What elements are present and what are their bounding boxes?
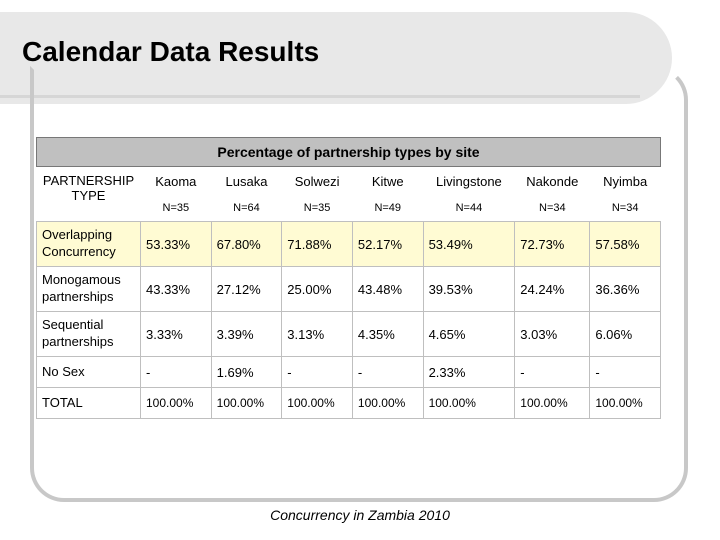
table-cell: 100.00% [211,388,282,419]
table-cell: 36.36% [590,267,661,312]
site-header: Lusaka [225,173,268,189]
table-cell: 57.58% [590,222,661,267]
sample-size: N=64 [233,202,260,214]
row-label: No Sex [37,357,141,388]
table-cell: - [590,357,661,388]
table-cell: 100.00% [352,388,423,419]
table-cell: 3.39% [211,312,282,357]
table-cell: 67.80% [211,222,282,267]
table-cell: 100.00% [141,388,212,419]
table-cell: 1.69% [211,357,282,388]
table-cell: 24.24% [515,267,590,312]
sample-size: N=35 [303,202,331,214]
site-header: Livingstone [436,173,502,189]
table-cell: 4.65% [423,312,515,357]
table-cell: 39.53% [423,267,515,312]
table-cell: 43.48% [352,267,423,312]
table-cell: 6.06% [590,312,661,357]
table-row [37,388,661,419]
site-header: Kitwe [371,173,404,189]
table-cell: 100.00% [590,388,661,419]
row-label: TOTAL [37,388,141,419]
site-header: Kaoma [155,173,197,189]
site-header: Solwezi [294,173,340,189]
table-row [37,312,661,357]
slide-title: Calendar Data Results [22,36,320,67]
table-cell: - [141,357,212,388]
site-header-row [37,167,661,196]
table-row [37,222,661,267]
table-cell: 53.49% [423,222,515,267]
table-row [37,267,661,312]
table-cell: 100.00% [515,388,590,419]
partnership-type-header: PARTNERSHIP TYPE [42,173,135,203]
sample-size: N=35 [162,202,190,214]
table-cell: 52.17% [352,222,423,267]
table-cell: 72.73% [515,222,590,267]
table-cell: 3.33% [141,312,212,357]
row-label: Monogamous partnerships [37,267,141,312]
table-cell: 25.00% [282,267,353,312]
site-header: Nyimba [603,173,648,189]
table-cell: 3.03% [515,312,590,357]
table-cell: 53.33% [141,222,212,267]
row-label: Sequential partnerships [37,312,141,357]
table-cell: 71.88% [282,222,353,267]
table-cell: 4.35% [352,312,423,357]
site-header: Nakonde [526,173,579,189]
table-cell: 43.33% [141,267,212,312]
sample-size: N=49 [374,202,402,214]
row-label: Overlapping Concurrency [37,222,141,267]
sample-size: N=34 [611,202,639,214]
table-cell: 2.33% [423,357,515,388]
sample-size: N=44 [455,202,483,214]
table-cell: 27.12% [211,267,282,312]
table-cell: 100.00% [423,388,515,419]
table-cell: 100.00% [282,388,353,419]
slide-caption: Concurrency in Zambia 2010 [270,507,450,523]
table-cell: - [352,357,423,388]
table-cell: - [282,357,353,388]
partnership-table [36,137,661,419]
table-heading: Percentage of partnership types by site [37,138,661,167]
table-cell: - [515,357,590,388]
sample-size: N=34 [539,202,566,214]
table-cell: 3.13% [282,312,353,357]
table-heading-row [37,138,661,167]
table-row [37,357,661,388]
